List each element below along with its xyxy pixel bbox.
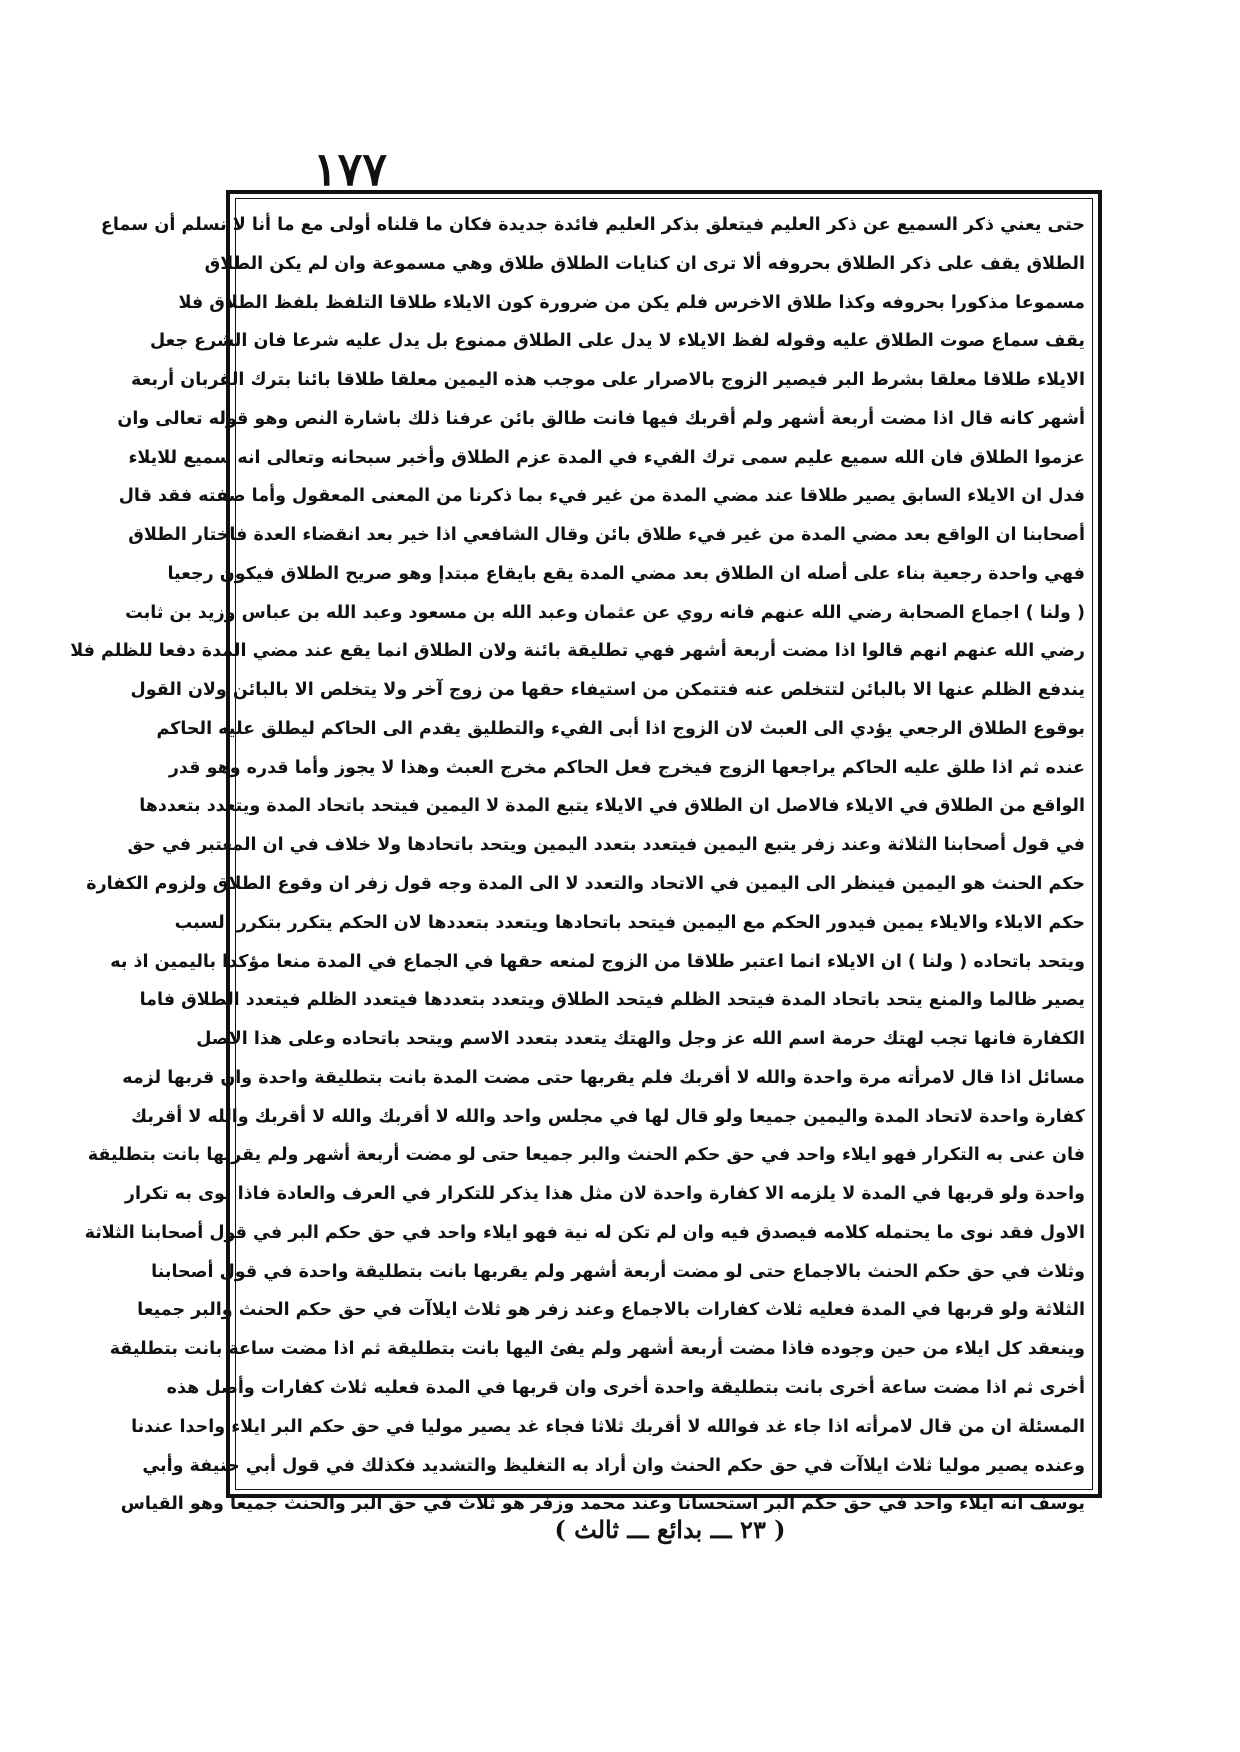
text-line: ويتحد باتحاده ( ولنا ) ان الايلاء انما اعتبر طلاقا من الزوج لمنعه حقها في الجماع في المدة منعا مؤكدا باليمين اذ به	[110, 951, 1085, 972]
text-line: وعنده يصير موليا ثلاث ايلاآت في حق حكم الحنث وان أراد به التغليظ والتشديد فكذلك في قول أبي حنيفة وأبي	[142, 1455, 1085, 1476]
text-line: يقف سماع صوت الطلاق عليه وقوله لفظ الايلاء لا يدل على الطلاق ممنوع بل يدل عليه شرعا فان الشرع جعل	[149, 331, 1085, 352]
text-line: مسموعا مذكورا بحروفه وكذا طلاق الاخرس فلم يكن من ضرورة كون الايلاء طلاقا التلفظ بلفظ الطلاق فلا	[178, 292, 1085, 313]
text-line: الايلاء طلاقا معلقا بشرط البر فيصير الزوج بالاصرار على موجب هذه اليمين معلقا طلاقا بائنا بترك القربان أربعة	[131, 370, 1085, 391]
text-line: أشهر كانه قال اذا مضت أربعة أشهر ولم أقربك فيها فانت طالق بائن عرفنا ذلك باشارة النص وهو قوله تعالى وان	[117, 408, 1085, 429]
text-line: فهي واحدة رجعية بناء على أصله ان الطلاق بعد مضي المدة يقع بايقاع مبتدإ وهو صريح الطلاق فيكون رجعيا	[167, 563, 1085, 584]
body-text	[70, 206, 1085, 1515]
footer-signature: ( ٢٣ ـــ بدائع ـــ ثالث )	[554, 1515, 786, 1544]
text-line: في قول أصحابنا الثلاثة وعند زفر يتبع اليمين فيتعدد بتعدد اليمين ويتحد باتحادها ولا خلاف في ان المعتبر في حق	[127, 835, 1085, 856]
text-line: واحدة ولو قربها في المدة لا يلزمه الا كفارة واحدة لان مثل هذا يذكر للتكرار في العرف والعادة فاذا نوى به تكرار	[124, 1184, 1085, 1205]
text-line: عنده ثم اذا طلق عليه الحاكم يراجعها الزوج فيخرج فعل الحاكم مخرج العبث وهذا لا يجوز وأما قدره وهو قدر	[168, 757, 1085, 778]
text-line: حكم الحنث هو اليمين فينظر الى اليمين في الاتحاد والتعدد لا الى المدة وجه قول زفر ان وقوع الطلاق ولزوم الكفارة	[86, 874, 1085, 895]
text-line: الطلاق يقف على ذكر الطلاق بحروفه ألا ترى ان كنايات الطلاق طلاق وهي مسموعة وان لم يكن الطلاق	[204, 253, 1085, 274]
text-line: أخرى ثم اذا مضت ساعة أخرى بانت بتطليقة واحدة أخرى وان قربها في المدة فعليه ثلاث كفارات وأصل هذه	[166, 1377, 1085, 1398]
text-line: يندفع الظلم عنها الا بالبائن لتتخلص عنه فتتمكن من استيفاء حقها من زوج آخر ولا يتخلص الا بالبائن ولان القول	[130, 680, 1085, 701]
text-line: حكم الايلاء والايلاء يمين فيدور الحكم مع اليمين فيتحد باتحادها ويتعدد بتعددها لان الحكم يتكرر بتكرر السبب	[174, 912, 1085, 933]
text-line: وينعقد كل ايلاء من حين وجوده فاذا مضت أربعة أشهر ولم يفئ اليها بانت بتطليقة ثم اذا مضت ساعة بانت بتطليقة	[109, 1339, 1085, 1360]
text-line: يصير ظالما والمنع يتحد باتحاد المدة فيتحد الظلم فيتحد الطلاق ويتعدد بتعددها فيتعدد الظلم فيتعدد الطلاق فاما	[139, 990, 1085, 1011]
text-line: أصحابنا ان الواقع بعد مضي المدة من غير فيء طلاق بائن وقال الشافعي اذا خير بعد انقضاء العدة فاختار الطلاق	[128, 525, 1085, 546]
text-line: وثلاث في حق حكم الحنث بالاجماع حتى لو مضت أربعة أشهر ولم يقربها بانت بتطليقة واحدة في قول أصحابنا	[151, 1261, 1085, 1282]
text-line: كفارة واحدة لاتحاد المدة واليمين جميعا ولو قال لها في مجلس واحد والله لا أقربك والله لا أقربك والله لا أقربك	[131, 1106, 1085, 1127]
text-line: الاول فقد نوى ما يحتمله كلامه فيصدق فيه وان لم تكن له نية فهو ايلاء واحد في حق حكم البر في قول أصحابنا الثلاثة	[84, 1222, 1085, 1243]
text-line: فدل ان الايلاء السابق يصير طلاقا عند مضي المدة من غير فيء بما ذكرنا من المعنى المعقول وأما صفته فقد قال	[118, 486, 1085, 507]
text-line: عزموا الطلاق فان الله سميع عليم سمى ترك الفيء في المدة عزم الطلاق وأخبر سبحانه وتعالى انه سميع للايلاء	[128, 447, 1085, 468]
text-line: يوسف انه ايلاء واحد في حق حكم البر استحسانا وعند محمد وزفر هو ثلاث في حق البر والحنث جميعا وهو القياس	[120, 1494, 1085, 1515]
page-number: ١٧٧	[312, 142, 388, 196]
text-line: ( ولنا ) اجماع الصحابة رضي الله عنهم فانه روي عن عثمان وعبد الله بن مسعود وعبد الله بن عباس وزيد بن ثابت	[125, 602, 1085, 623]
text-line: حتى يعني ذكر السميع عن ذكر العليم فيتعلق بذكر العليم فائدة جديدة فكان ما قلناه أولى مع ما أنا لا نسلم أن سماع	[100, 215, 1085, 235]
text-line: الكفارة فانها تجب لهتك حرمة اسم الله عز وجل والهتك يتعدد بتعدد الاسم ويتحد باتحاده وعلى هذا الاصل	[196, 1029, 1085, 1050]
text-line: بوقوع الطلاق الرجعي يؤدي الى العبث لان الزوج اذا أبى الفيء والتطليق يقدم الى الحاكم ليطلق عليه الحاكم	[156, 718, 1085, 739]
text-line: المسئلة ان من قال لامرأته اذا جاء غد فوالله لا أقربك ثلاثا فجاء غد يصير موليا في حق حكم البر ايلاء واحدا عندنا	[131, 1416, 1085, 1437]
text-line: الواقع من الطلاق في الايلاء فالاصل ان الطلاق في الايلاء يتبع المدة لا اليمين فيتحد باتحاد المدة ويتعدد بتعددها	[139, 796, 1085, 817]
text-line: الثلاثة ولو قربها في المدة فعليه ثلاث كفارات بالاجماع وعند زفر هو ثلاث ايلاآت في حق حكم الحنث والبر جميعا	[137, 1300, 1085, 1321]
text-line: فان عنى به التكرار فهو ايلاء واحد في حق حكم الحنث والبر جميعا حتى لو مضت أربعة أشهر ولم يقربها بانت بتطليقة	[87, 1145, 1085, 1166]
text-line: رضي الله عنهم انهم قالوا اذا مضت أربعة أشهر فهي تطليقة بائنة ولان الطلاق انما يقع عند مضي المدة دفعا للظلم فلا	[70, 641, 1085, 662]
text-line: مسائل اذا قال لامرأته مرة واحدة والله لا أقربك فلم يقربها حتى مضت المدة بانت بتطليقة واحدة وان قربها لزمه	[122, 1067, 1085, 1088]
